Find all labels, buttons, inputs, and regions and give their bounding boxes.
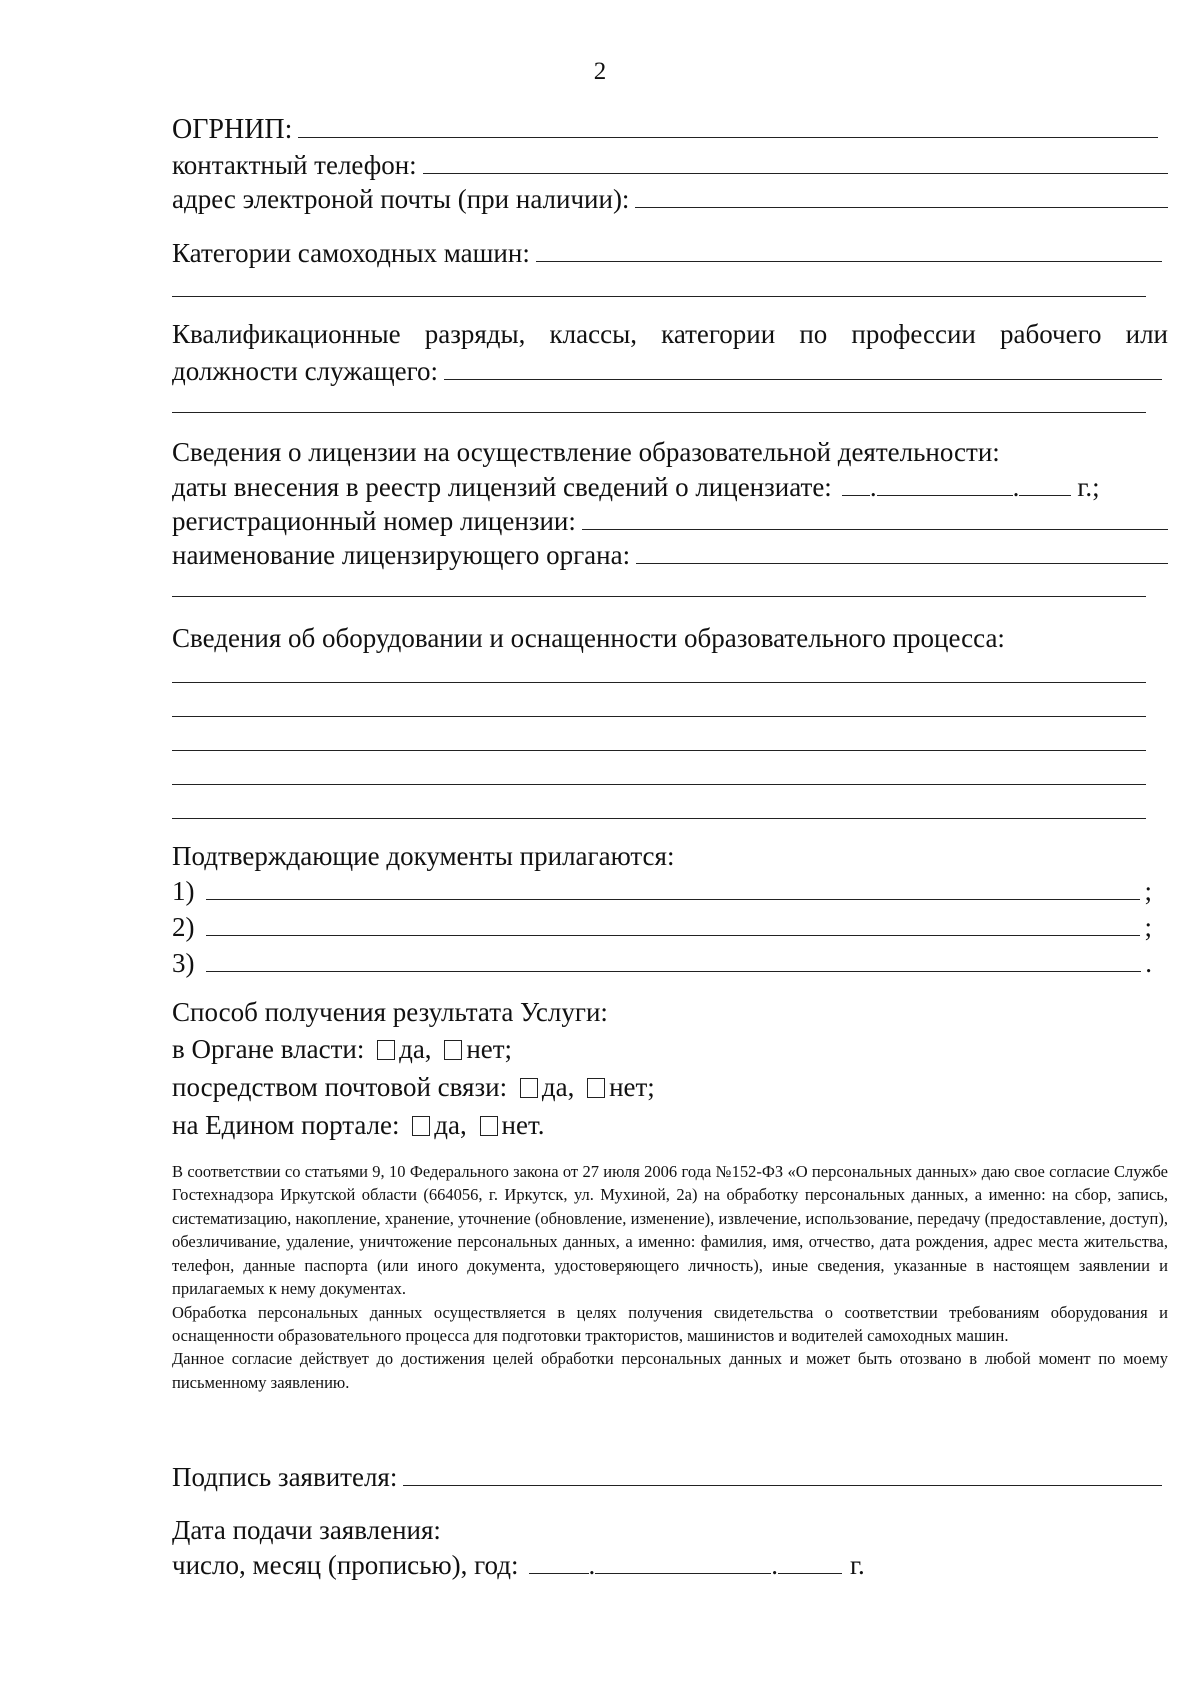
license-authority-continuation-line[interactable] [172, 596, 1146, 597]
documents-heading: Подтверждающие документы прилагаются: [172, 841, 675, 871]
categories-field [172, 238, 1168, 269]
document-item-input-line[interactable] [206, 877, 1140, 900]
post-no-checkbox[interactable] [587, 1078, 605, 1098]
signature-label: Подпись заявителя: [172, 1462, 398, 1492]
license-date-suffix: г.; [1077, 472, 1100, 502]
ogrnip-label: ОГРНИП: [172, 114, 293, 145]
result-option-label: в Органе власти: [172, 1034, 365, 1064]
equipment-line-3[interactable] [172, 750, 1146, 751]
license-date-month[interactable] [877, 473, 1013, 496]
document-item-end: ; [1144, 876, 1152, 906]
no-label: нет. [501, 1110, 545, 1140]
document-item-end: ; [1144, 912, 1152, 942]
categories-label: Категории самоходных машин: [172, 238, 530, 268]
license-regnum-input-line[interactable] [582, 507, 1168, 530]
submission-heading: Дата подачи заявления: [172, 1515, 441, 1545]
equipment-line-4[interactable] [172, 784, 1146, 785]
email-label: адрес электроной почты (при наличии): [172, 184, 630, 214]
document-item-3 [172, 948, 1152, 979]
consent-paragraph-2: Обработка персональных данных осуществляется в целях получения свидетельства о соответствии требованиям оборудования и оснащенности образовательного процесса для подготовки трактористов, машинистов и водителей самоходных машин. [172, 1302, 1168, 1345]
document-item-2 [172, 912, 1152, 943]
yes-label: да, [434, 1110, 467, 1140]
consent-text [172, 1160, 1168, 1394]
yes-label: да, [399, 1034, 432, 1064]
result-heading: Способ получения результата Услуги: [172, 997, 608, 1027]
document-item-input-line[interactable] [206, 949, 1141, 972]
qualification-label-line1: Квалификационные разряды, классы, категории по профессии рабочего или [172, 319, 1168, 349]
license-authority-input-line[interactable] [636, 541, 1168, 564]
ogrnip-input-line[interactable] [298, 115, 1158, 138]
no-label: нет; [466, 1034, 513, 1064]
equipment-line-1[interactable] [172, 682, 1146, 683]
email-field [172, 184, 1168, 215]
license-date-day[interactable] [842, 473, 870, 496]
license-regnum-field [172, 506, 1168, 537]
submission-date-month[interactable] [595, 1551, 771, 1574]
submission-date-label: число, месяц (прописью), год: [172, 1550, 519, 1580]
qualification-input-line[interactable] [444, 357, 1162, 380]
page-number: 2 [593, 58, 607, 85]
signature-input-line[interactable] [403, 1463, 1162, 1486]
result-option-label: посредством почтовой связи: [172, 1072, 508, 1102]
consent-paragraph-3: Данное согласие действует до достижения целей обработки персональных данных и может быть отозвано в любой момент по моему письменному заявлению. [172, 1349, 1168, 1392]
license-date-field: даты внесения в реестр лицензий сведений о лицензиате: . . г.; [172, 472, 1100, 502]
document-item-input-line[interactable] [206, 913, 1140, 936]
result-option-portal [172, 1110, 544, 1141]
categories-continuation-line[interactable] [172, 296, 1146, 297]
authority-yes-checkbox[interactable] [377, 1040, 395, 1060]
signature-field [172, 1462, 1168, 1493]
document-item-number: 2) [172, 912, 195, 942]
equipment-line-5[interactable] [172, 818, 1146, 819]
ogrnip-field [172, 114, 1168, 146]
result-option-label: на Едином портале: [172, 1110, 400, 1140]
phone-field [172, 150, 1168, 181]
license-authority-field [172, 540, 1168, 571]
qualification-continuation-line[interactable] [172, 412, 1146, 413]
submission-date-suffix: г. [850, 1550, 865, 1580]
equipment-heading: Сведения об оборудовании и оснащенности образовательного процесса: [172, 623, 1005, 653]
document-item-number: 3) [172, 948, 195, 978]
license-heading: Сведения о лицензии на осуществление образовательной деятельности: [172, 437, 1000, 467]
submission-date-year[interactable] [778, 1551, 842, 1574]
portal-no-checkbox[interactable] [480, 1116, 498, 1136]
submission-date-field: число, месяц (прописью), год: . . г. [172, 1550, 865, 1580]
phone-input-line[interactable] [423, 151, 1168, 174]
email-input-line[interactable] [635, 185, 1168, 208]
equipment-line-2[interactable] [172, 716, 1146, 717]
document-item-end: . [1145, 948, 1152, 978]
submission-date-day[interactable] [529, 1551, 589, 1574]
post-yes-checkbox[interactable] [520, 1078, 538, 1098]
document-item-number: 1) [172, 876, 195, 906]
license-regnum-label: регистрационный номер лицензии: [172, 506, 576, 536]
portal-yes-checkbox[interactable] [412, 1116, 430, 1136]
consent-paragraph-1: В соответствии со статьями 9, 10 Федерального закона от 27 июля 2006 года №152-ФЗ «О персональных данных» даю свое согласие Службе Гостехнадзора Иркутской области (664056, г. Иркутск, ул. Мухиной, 2а) на обработку персональных данных, а именно: на сбор, запись, систематизацию, накопление, хранение, уточнение (обновление, изменение), извлечение, использование, передачу (предоставление, доступ), обезличивание, удаление, уничтожение персональных данных, а именно: фамилия, имя, отчество, дата рождения, адрес места жительства, телефон, данные паспорта (или иного документа, удостоверяющего личность), иные сведения, указанные в настоящем заявлении и прилагаемых к нему документах. [172, 1162, 1168, 1299]
result-option-post [172, 1072, 655, 1103]
license-date-year[interactable] [1019, 473, 1071, 496]
license-authority-label: наименование лицензирующего органа: [172, 540, 631, 570]
qualification-label-line2: должности служащего: [172, 356, 439, 386]
phone-label: контактный телефон: [172, 150, 417, 180]
license-date-label: даты внесения в реестр лицензий сведений о лицензиате: [172, 472, 832, 502]
document-item-1 [172, 876, 1152, 907]
qualification-field [172, 356, 1168, 387]
categories-input-line[interactable] [536, 239, 1162, 262]
result-option-authority [172, 1034, 512, 1065]
yes-label: да, [541, 1072, 575, 1102]
authority-no-checkbox[interactable] [444, 1040, 462, 1060]
no-label: нет; [609, 1072, 655, 1102]
